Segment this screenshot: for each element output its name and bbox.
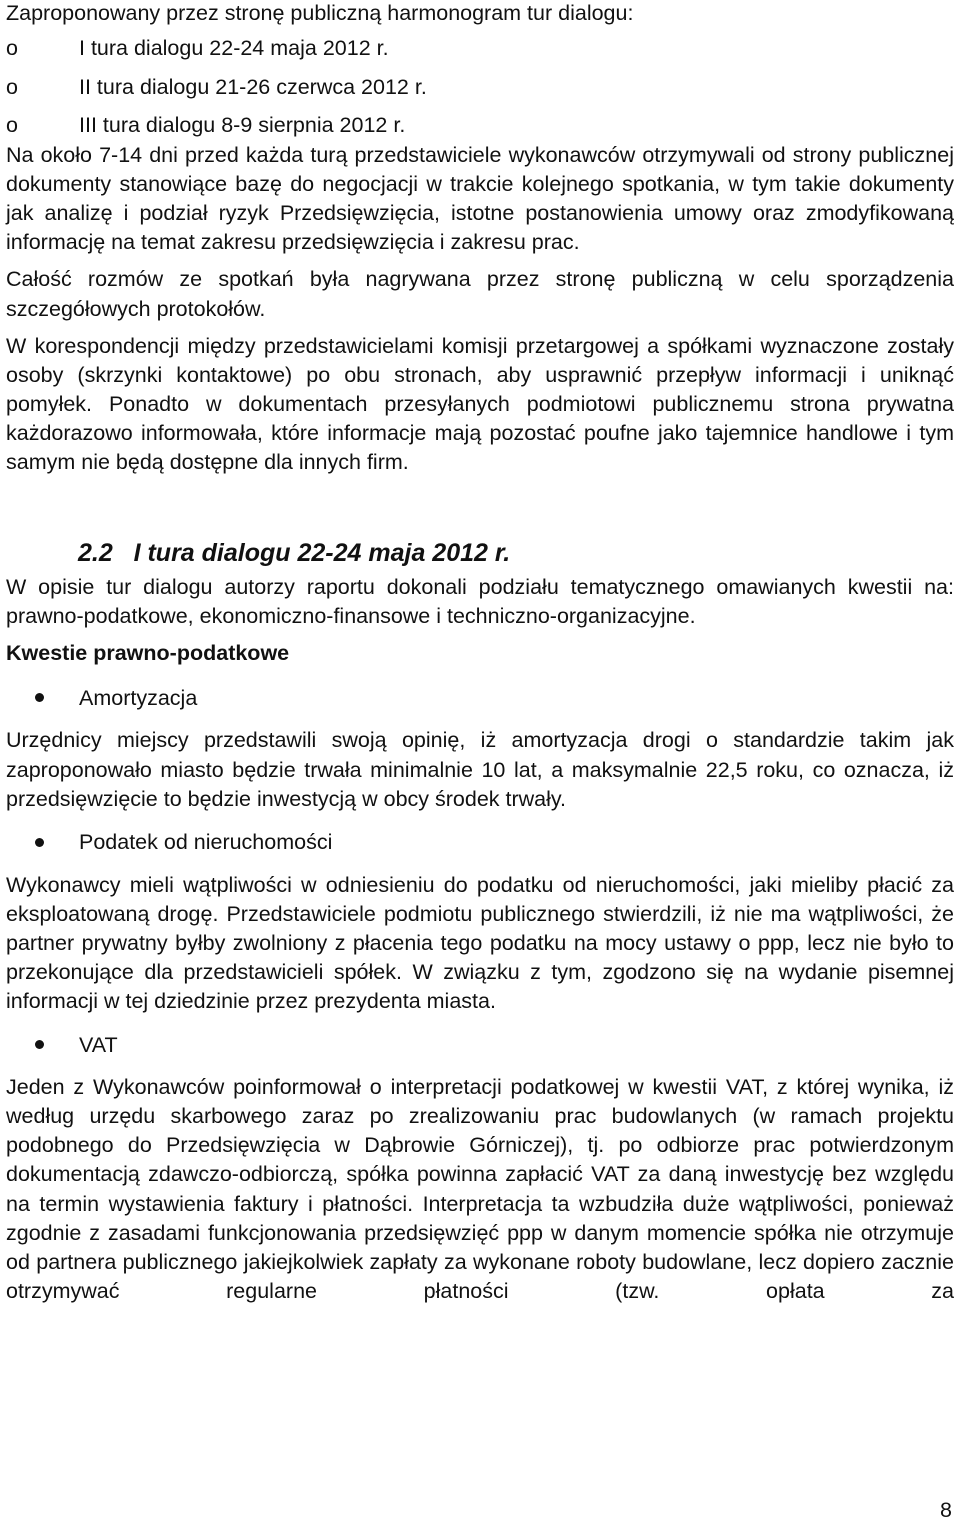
paragraph-recording: Całość rozmów ze spotkań była nagrywana przez stronę publiczną w celu sporządzenia szczegółowych protokołów.: [6, 267, 954, 321]
schedule-list: [6, 34, 954, 141]
schedule-item-3: III tura dialogu 8-9 sierpnia 2012 r.: [79, 113, 406, 138]
list-item: [6, 34, 954, 73]
bullet-icon: [6, 1030, 79, 1060]
paragraph-topics-intro: W opisie tur dialogu autorzy raportu dokonali podziału tematycznego omawianych kwestii na: prawno-podatkowe, ekonomiczno-finansowe i techniczno-organizacyjne.: [6, 575, 954, 629]
document-page: [6, 0, 954, 1306]
schedule-intro: Zaproponowany przez stronę publiczną harmonogram tur dialogu:: [6, 1, 634, 25]
list-marker: o: [6, 74, 18, 99]
schedule-item-2: II tura dialogu 21-26 czerwca 2012 r.: [79, 74, 427, 99]
bullet-icon: [6, 683, 79, 713]
bullet-item: [6, 1030, 954, 1060]
list-item: [6, 111, 954, 141]
bullet-item: [6, 683, 954, 713]
paragraph-documents: Na około 7-14 dni przed każda turą przedstawiciele wykonawców otrzymywali od strony publicznej dokumenty stanowiące bazę do negocjacji w trakcie kolejnego spotkania, w tym takie dokumenty jak analizę i podział ryzyk Przedsięwzięcia, istotne postanowienia umowy oraz zmodyfikowaną informację na temat zakresu przedsięwzięcia i zakresu prac.: [6, 143, 954, 255]
topic-text-amortization: Urzędnicy miejscy przedstawili swoją opinię, iż amortyzacja drogi o standardzie takim jak zaproponowało miasto będzie trwała minimalnie 10 lat, a maksymalnie 22,5 roku, co oznacza, iż przedsięwzięcie to będzie inwestycją w obcy środek trwały.: [6, 728, 954, 811]
topic-title-vat: VAT: [79, 1032, 118, 1057]
schedule-item-1: I tura dialogu 22-24 maja 2012 r.: [79, 36, 389, 61]
topic-title-amortization: Amortyzacja: [79, 685, 198, 710]
paragraph-correspondence: W korespondencji między przedstawicielami komisji przetargowej a spółkami wyznaczone zostały osoby (skrzynki kontaktowe) po obu stronach, aby usprawnić przepływ informacji i uniknąć pomyłek. Ponadto w dokumentach przesyłanych podmiotowi publicznemu strona prywatna każdorazowo informowała, które informacje mają pozostać poufne jako tajemnice handlowe i tym samym nie będą dostępne dla innych firm.: [6, 333, 954, 475]
bullet-item: [6, 828, 954, 858]
bullet-icon: [6, 828, 79, 858]
list-marker: o: [6, 36, 18, 61]
subheading-legal-tax: Kwestie prawno-podatkowe: [6, 641, 290, 666]
topic-text-property-tax: Wykonawcy mieli wątpliwości w odniesieniu do podatku od nieruchomości, jaki mieliby płacić za eksploatowaną drogę. Przedstawiciele podmiotu publicznego stwierdzili, iż nie ma wątpliwości, że partner prywatny byłby zwolniony z płacenia tego podatku na mocy ustawy o ppp, lecz nie było to przekonujące dla przedstawicieli spółek. W związku z tym, zgodzono się na wydanie pisemnej informacji w tej dziedzinie przez prezydenta miasta.: [6, 872, 954, 1014]
topic-text-vat: Jeden z Wykonawców poinformował o interpretacji podatkowej w kwestii VAT, z której wynika, iż według urzędu skarbowego zaraz po zrealizowaniu prac budowlanych (w ramach projektu podobnego do Przedsięwzięcia w Dąbrowie Górniczej), tj. po odbiorze prac potwierdzonym dokumentacją zdawczo-odbiorczą, spółka powinna zapłacić VAT za daną inwestycję bez względu na termin wystawienia faktury i płatności. Interpretacja ta wzbudziła duże wątpliwości, ponieważ zgodnie z zasadami funkcjonowania przedsięwzięć ppp w danym momencie spółka nie otrzymuje od partnera publicznego jakiejkolwiek zapłaty za wykonane roboty budowlane, lecz dopiero zacznie otrzymywać regularne płatności (tzw. opłata za: [6, 1075, 954, 1303]
section-heading: 2.2 I tura dialogu 22-24 maja 2012 r.: [78, 539, 511, 568]
topic-title-property-tax: Podatek od nieruchomości: [79, 830, 333, 855]
list-marker: o: [6, 113, 18, 138]
page-number: 8: [940, 1498, 952, 1522]
list-item: [6, 73, 954, 112]
